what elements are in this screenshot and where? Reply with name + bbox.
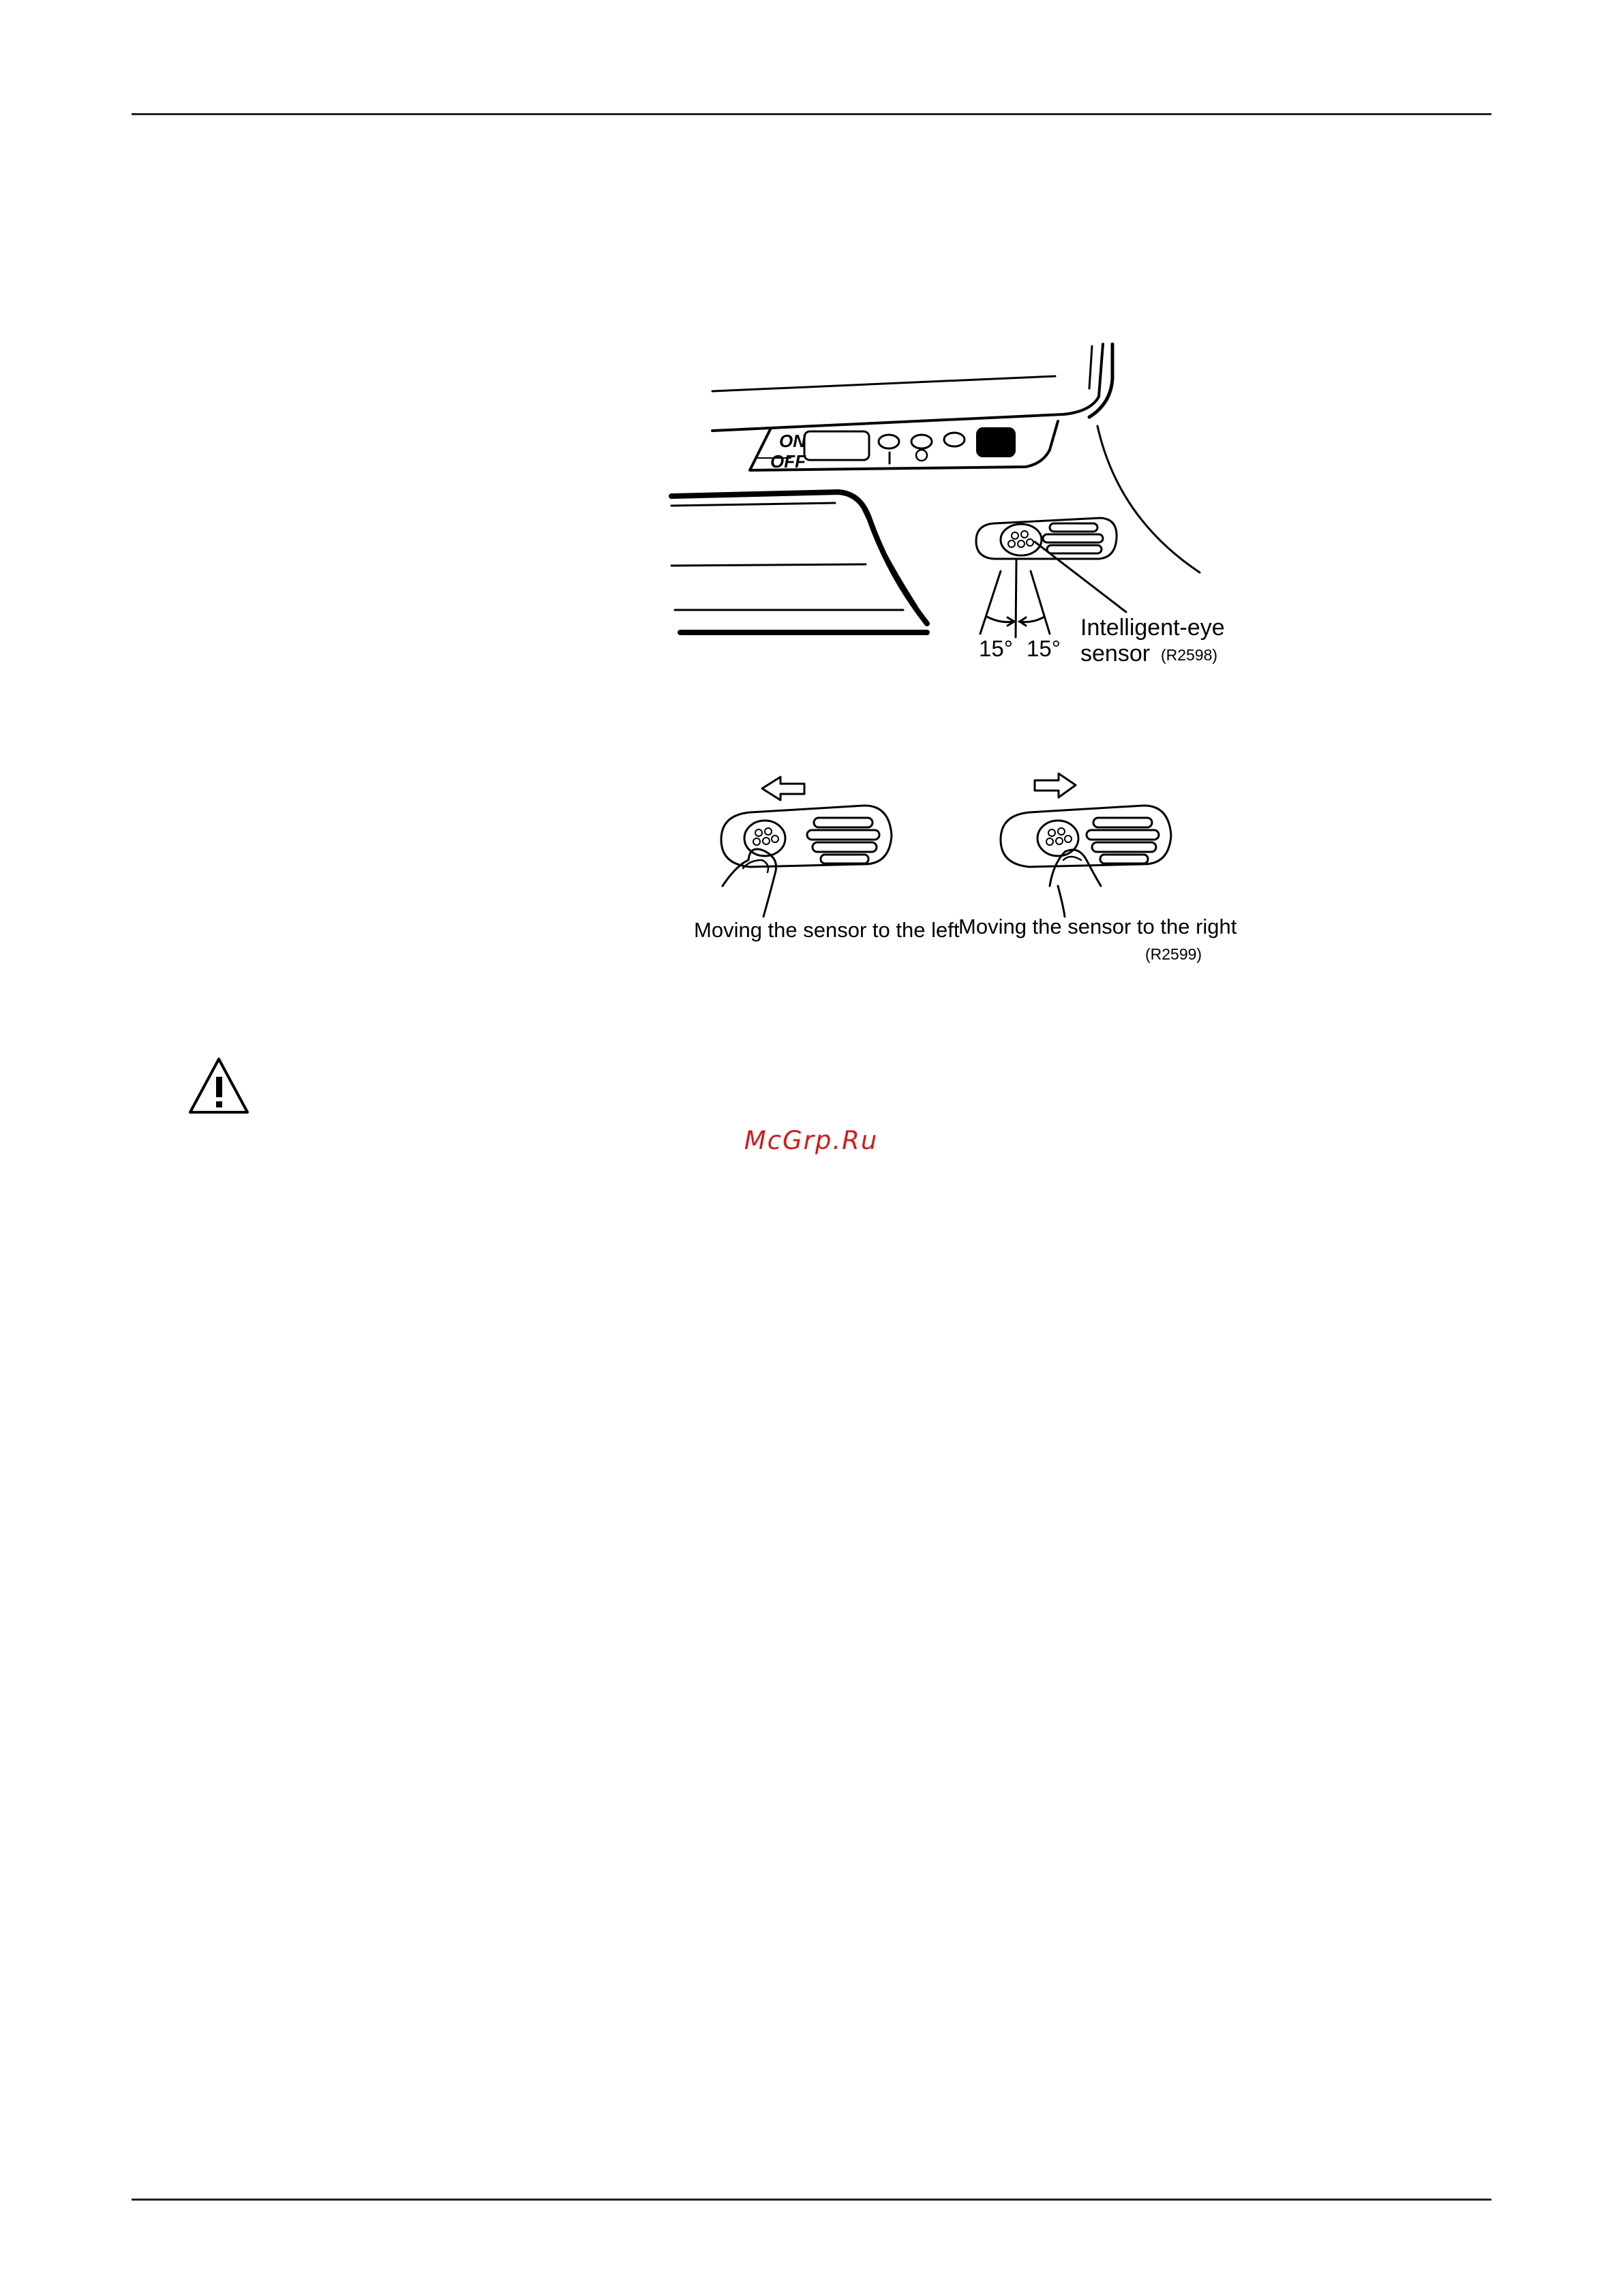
- warning-triangle-icon: [187, 1055, 250, 1116]
- panel-on-label: ON: [779, 431, 806, 451]
- caption-right: Moving the sensor to the right: [958, 915, 1237, 938]
- figure2-code: (R2599): [1145, 945, 1202, 963]
- sensor-label-line2: sensor: [1080, 641, 1151, 667]
- angle-right-label: 15°: [1027, 636, 1061, 661]
- sensor-label-line1: Intelligent-eye: [1080, 615, 1225, 641]
- panel-off-label: OFF: [770, 451, 806, 472]
- angle-left-label: 15°: [979, 636, 1013, 661]
- footer-rule: [132, 2199, 1491, 2201]
- figure-moving-sensor: [0, 0, 1623, 1022]
- figure1-code: (R2598): [1161, 646, 1218, 664]
- watermark: McGrp.Ru: [744, 1126, 879, 1155]
- caption-left: Moving the sensor to the left: [694, 918, 960, 942]
